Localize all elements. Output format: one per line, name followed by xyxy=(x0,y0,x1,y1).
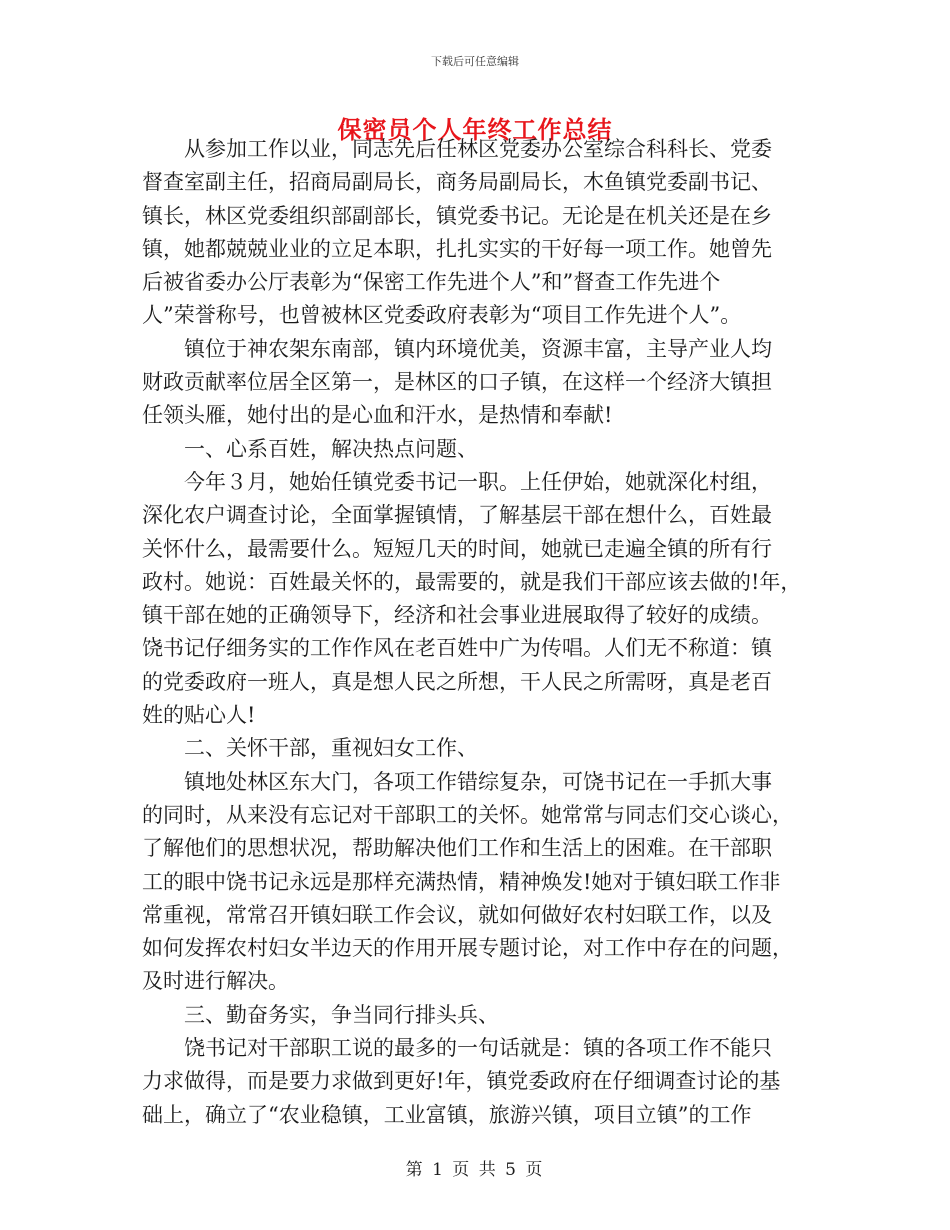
text-line: 了解他们的思想状况，帮助解决他们工作和生活上的困难。在干部职 xyxy=(142,836,772,861)
text-line: 如何发挥农村妇女半边天的作用开展专题讨论，对工作中存在的问题， xyxy=(142,936,793,961)
text-line: 今年３月，她始任镇党委书记一职。上任伊始，她就深化村组， xyxy=(184,469,772,494)
header-note: 下载后可任意编辑 xyxy=(431,55,519,68)
text-line: 财政贡献率位居全区第一，是林区的口子镇，在这样一个经济大镇担 xyxy=(142,370,772,395)
text-line: 人”荣誉称号，也曾被林区党委政府表彰为“项目工作先进个人”。 xyxy=(142,303,742,328)
text-line: 力求做得，而是要力求做到更好!年，镇党委政府在仔细调查讨论的基 xyxy=(142,1069,781,1094)
text-line: 政村。她说：百姓最关怀的，最需要的，就是我们干部应该去做的!年， xyxy=(142,569,802,594)
text-line: 础上，确立了“农业稳镇，工业富镇，旅游兴镇，项目立镇”的工作 xyxy=(142,1102,752,1127)
text-line: 姓的贴心人! xyxy=(142,703,256,728)
text-line: 镇干部在她的正确领导下，经济和社会事业进展取得了较好的成绩。 xyxy=(142,603,772,628)
section-heading-1: 一、心系百姓，解决热点问题、 xyxy=(184,436,478,461)
text-line: 任领头雁，她付出的是心血和汗水，是热情和奉献! xyxy=(142,403,613,428)
text-line: 从参加工作以业，同志先后任林区党委办公室综合科科长、党委 xyxy=(184,137,772,161)
text-line: 深化农户调查讨论，全面掌握镇情，了解基层干部在想什么，百姓最 xyxy=(142,503,772,528)
text-line: 工的眼中饶书记永远是那样充满热情，精神焕发!她对于镇妇联工作非 xyxy=(142,869,781,894)
text-line: 后被省委办公厅表彰为“保密工作先进个人”和”督查工作先进个 xyxy=(142,270,721,295)
text-line: 的党委政府一班人，真是想人民之所想，干人民之所需呀，真是老百 xyxy=(142,669,772,694)
text-line: 常重视，常常召开镇妇联工作会议，就如何做好农村妇联工作，以及 xyxy=(142,902,772,927)
text-line: 关怀什么，最需要什么。短短几天的时间，她就已走遍全镇的所有行 xyxy=(142,536,772,561)
document-body xyxy=(142,133,817,1132)
text-line: 镇，她都兢兢业业的立足本职，扎扎实实的干好每一项工作。她曾先 xyxy=(142,236,772,261)
text-line: 的同时，从来没有忘记对干部职工的关怀。她常常与同志们交心谈心， xyxy=(142,802,793,827)
text-line: 镇位于神农架东南部，镇内环境优美，资源丰富，主导产业人均 xyxy=(184,336,772,361)
document-title: 保密员个人年终工作总结 xyxy=(337,116,613,144)
text-line: 镇长，林区党委组织部副部长，镇党委书记。无论是在机关还是在乡 xyxy=(142,203,772,228)
section-heading-3: 三、勤奋务实，争当同行排头兵、 xyxy=(184,1002,499,1027)
page-number: 第 1 页 共 5 页 xyxy=(405,1160,545,1180)
text-line: 饶书记对干部职工说的最多的一句话就是：镇的各项工作不能只 xyxy=(184,1036,772,1061)
text-line: 督查室副主任，招商局副局长，商务局副局长，木鱼镇党委副书记、 xyxy=(142,170,772,195)
text-line: 镇地处林区东大门，各项工作错综复杂，可饶书记在一手抓大事 xyxy=(184,769,772,794)
text-line: 饶书记仔细务实的工作作风在老百姓中广为传唱。人们无不称道：镇 xyxy=(142,636,772,661)
section-heading-2: 二、关怀干部，重视妇女工作、 xyxy=(184,736,478,761)
text-line: 及时进行解决。 xyxy=(142,969,289,994)
